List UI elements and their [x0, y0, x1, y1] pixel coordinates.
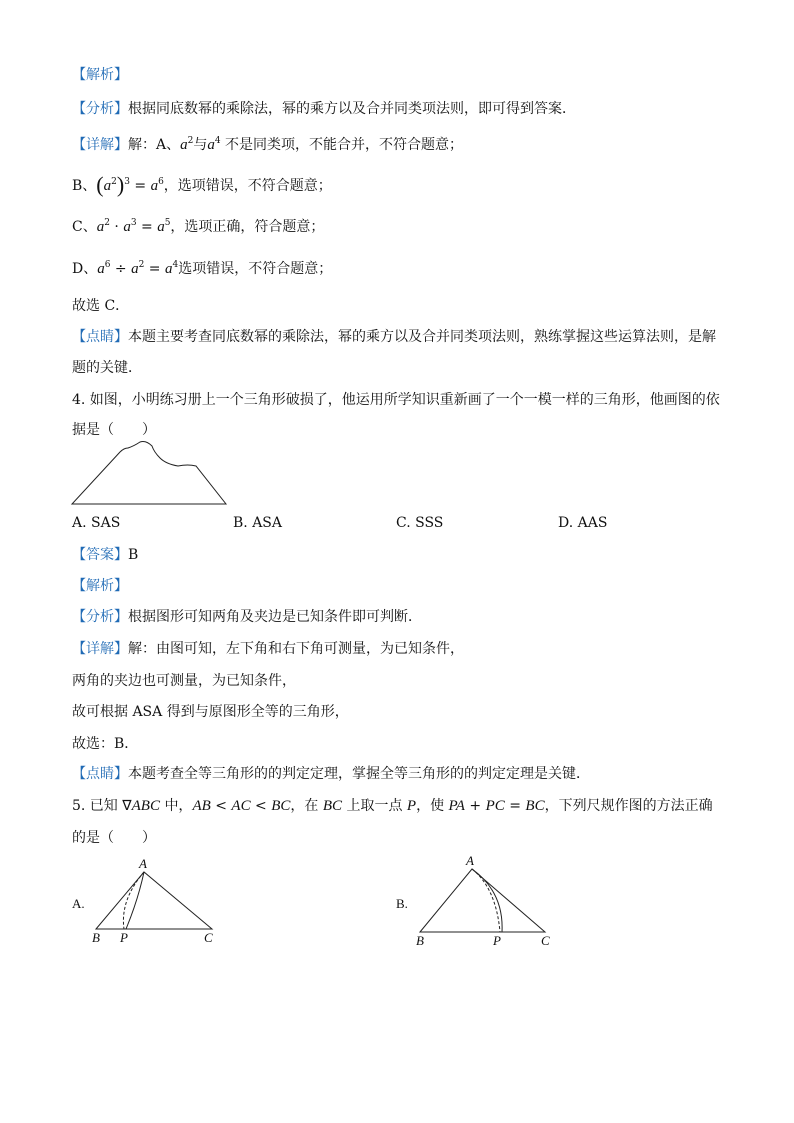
q4-option-a: A. SAS	[72, 515, 121, 531]
q3-option-c: C、$a^2 \cdot a^3 = a^5$，选项正确，符合题意；	[72, 218, 325, 235]
q5b-label-c: C	[541, 933, 550, 948]
q5-option-a-label: A.	[72, 896, 85, 911]
q4-option-b: B. ASA	[233, 515, 282, 531]
q4-stem-cont: 据是（ ）	[72, 422, 156, 438]
q3-option-d: D、$a^6 \div a^2 = a^4$选项错误，不符合题意；	[72, 260, 333, 277]
q3-analysis: 【分析】根据同底数幂的乘除法，幂的乘方以及合并同类项法则，即可得到答案．	[72, 101, 576, 117]
q3-detail: 【详解】解：A、$a^2$与$a^4$ 不是同类项，不能合并，不符合题意；	[72, 136, 464, 153]
q3-conclusion: 故选 C．	[72, 298, 130, 314]
q4-stem: 4. 如图，小明练习册上一个三角形破损了，他运用所学知识重新画了一个一模一样的三角形，他画图的依	[72, 392, 720, 408]
q4-comment: 【点睛】本题考查全等三角形的的判定定理，掌握全等三角形的的判定定理是关键．	[72, 766, 590, 782]
q4-option-d: D. AAS	[558, 515, 608, 531]
q5a-label-b: B	[92, 930, 100, 945]
q5b-label-p: P	[493, 933, 501, 948]
q5a-label-a: A	[139, 856, 147, 871]
q4-jiexi-heading: 【解析】	[72, 578, 128, 594]
q4-answer: 【答案】B	[72, 547, 139, 563]
q3-comment-cont: 题的关键．	[72, 360, 142, 376]
q5-stem-cont: 的是（ ）	[72, 830, 156, 846]
q5-stem: 5. 已知 ∇ABC 中，AB < AC < BC，在 BC 上取一点 P，使 PA + PC = BC，下列尺规作图的方法正确	[72, 798, 713, 814]
q3-option-b: B、$(a^2)^3 = a^6$，选项错误，不符合题意；	[72, 172, 332, 197]
q3-comment: 【点睛】本题主要考查同底数幂的乘除法，幂的乘方以及合并同类项法则，熟练掌握这些运算法则，是解	[72, 329, 716, 345]
q4-analysis: 【分析】根据图形可知两角及夹边是已知条件即可判断．	[72, 609, 422, 625]
q5-option-b-label: B.	[396, 896, 408, 911]
q4-detail-line3: 故可根据 ASA 得到与原图形全等的三角形，	[72, 704, 349, 720]
q3-jiexi-heading: 【解析】	[72, 67, 128, 83]
q5b-label-a: A	[466, 853, 474, 868]
q5a-label-c: C	[204, 930, 213, 945]
q5a-label-p: P	[120, 930, 128, 945]
q4-detail: 【详解】解：由图可知，左下角和右下角可测量，为已知条件，	[72, 641, 464, 657]
q4-detail-line2: 两角的夹边也可测量，为已知条件，	[72, 673, 296, 689]
q5b-label-b: B	[416, 933, 424, 948]
q4-option-c: C. SSS	[396, 515, 444, 531]
q4-conclusion: 故选：B．	[72, 736, 139, 752]
